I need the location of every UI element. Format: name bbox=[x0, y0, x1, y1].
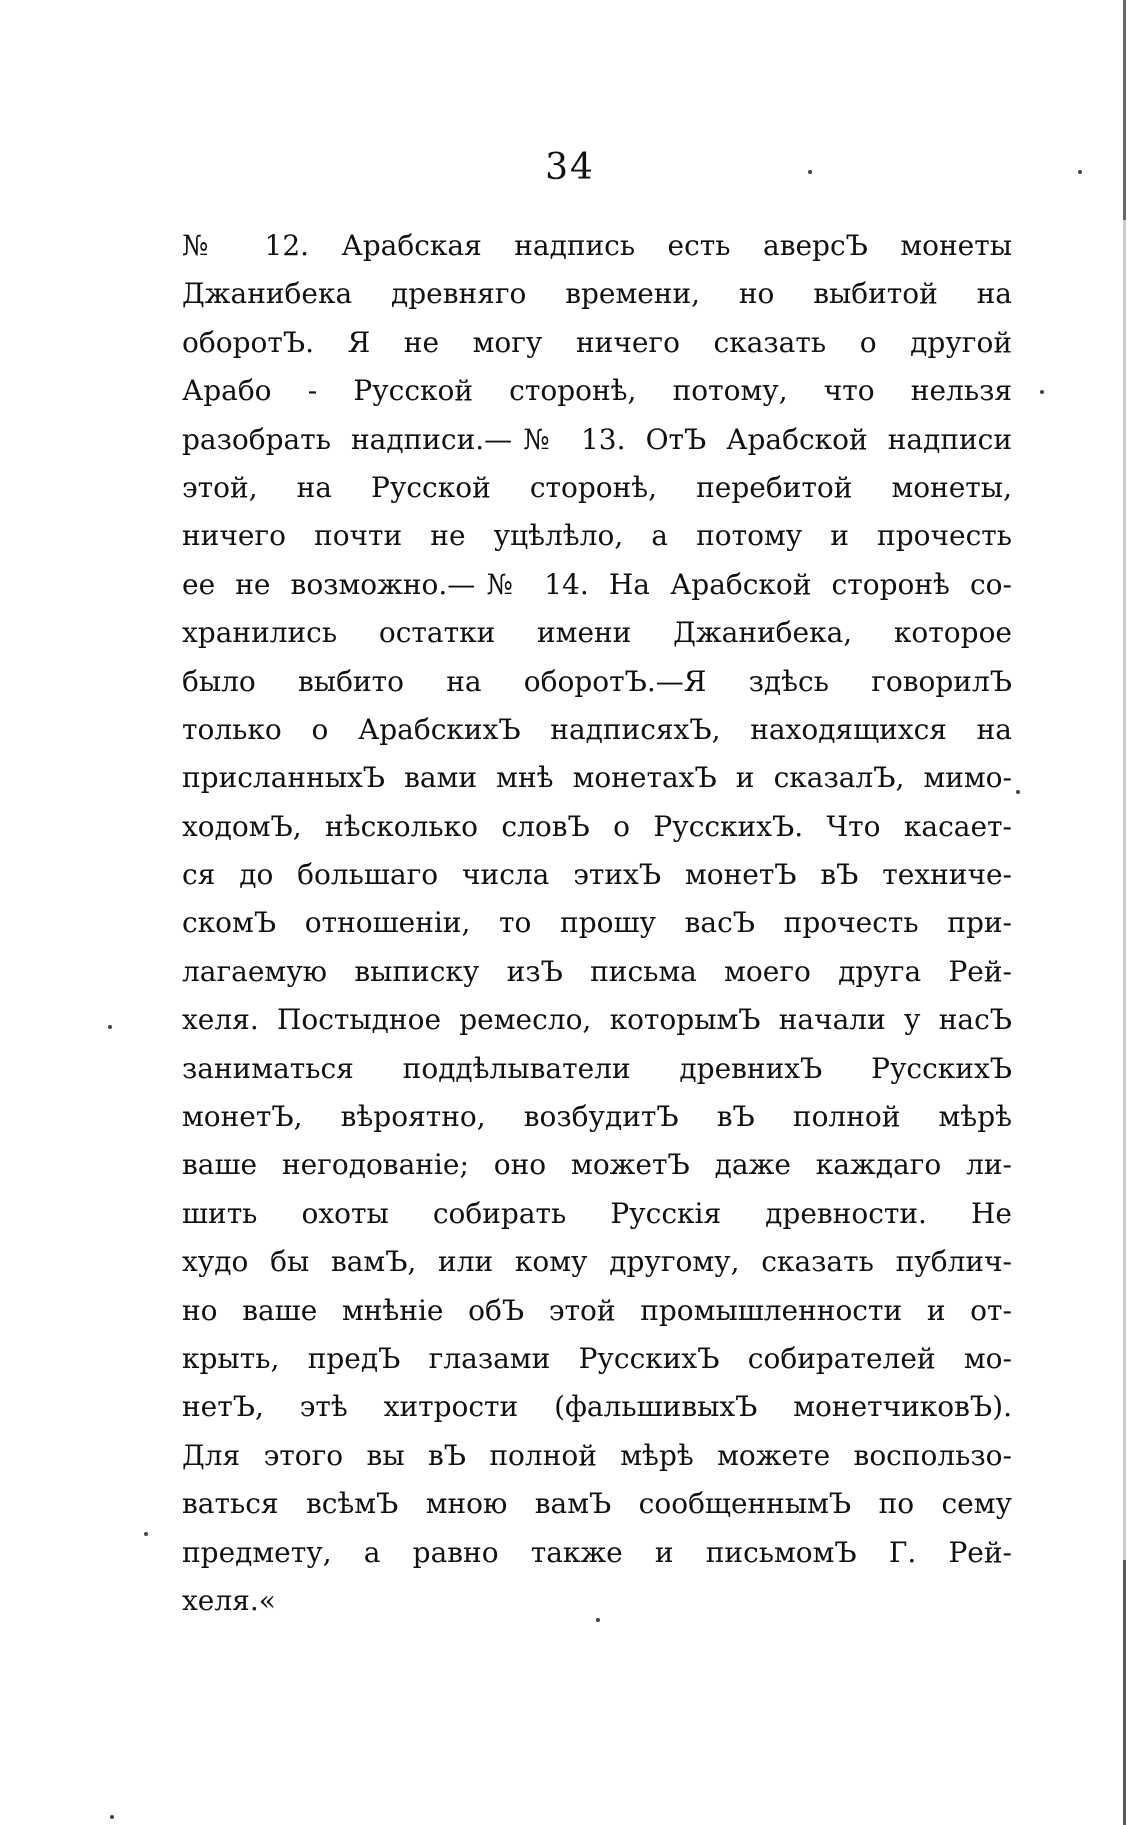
scan-speck bbox=[1016, 790, 1020, 794]
text-line: присланныхЪ вами мнѣ монетахЪ и сказалЪ, мимо- bbox=[182, 761, 1012, 795]
text-line: разобрать надписи.—№ 13. ОтЪ Арабской надписи bbox=[182, 422, 1012, 456]
text-line: только о АрабскихЪ надписяхЪ, находящихся на bbox=[182, 712, 1012, 746]
body-text bbox=[182, 222, 1012, 1625]
text-line: ся до большаго числа этихЪ монетЪ вЪ техниче- bbox=[182, 858, 1012, 892]
scan-speck bbox=[1040, 390, 1044, 394]
text-line: оборотЪ. Я не могу ничего сказать о другой bbox=[182, 325, 1012, 359]
text-line: было выбито на оборотЪ.—Я здѣсь говорилЪ bbox=[182, 664, 1012, 698]
text-line: № 12. Арабская надпись есть аверсЪ монеты bbox=[182, 229, 1012, 262]
text-line: хранились остатки имени Джанибека, которое bbox=[182, 616, 1012, 650]
text-line: скомЪ отношеніи, то прошу васЪ прочесть при- bbox=[182, 906, 1012, 940]
scan-speck bbox=[596, 1618, 600, 1622]
text-line: ее не возможно.—№ 14. На Арабской сторонѣ со- bbox=[182, 567, 1012, 601]
text-line: крыть, предЪ глазами РусскихЪ собирателей мо- bbox=[182, 1341, 1012, 1375]
text-line: ваться всѣмЪ мною вамЪ сообщеннымЪ по сему bbox=[182, 1487, 1012, 1521]
page-edge-shadow bbox=[1123, 0, 1126, 1825]
text-line: хеля. Постыдное ремесло, которымЪ начали у насЪ bbox=[182, 1003, 1012, 1037]
scan-speck bbox=[144, 1532, 148, 1536]
text-line: этой, на Русской сторонѣ, перебитой монеты, bbox=[182, 470, 1012, 504]
text-line: Джанибека древняго времени, но выбитой на bbox=[182, 277, 1012, 311]
text-line: нетЪ, этѣ хитрости (фальшивыхЪ монетчиковЪ). bbox=[182, 1390, 1012, 1424]
scan-speck bbox=[110, 1815, 114, 1819]
text-line: монетЪ, вѣроятно, возбудитЪ вЪ полной мѣрѣ bbox=[182, 1100, 1012, 1134]
text-line: ваше негодованіе; оно можетЪ даже каждаго ли- bbox=[182, 1148, 1012, 1182]
text-line: но ваше мнѣніе обЪ этой промышленности и от- bbox=[182, 1293, 1012, 1327]
text-line: предмету, а равно также и письмомЪ Г. Рей- bbox=[182, 1535, 1012, 1569]
text-line: Арабо - Русской сторонѣ, потому, что нельзя bbox=[182, 374, 1012, 408]
text-line: ничего почти не уцѣлѣло, а потому и прочесть bbox=[182, 519, 1012, 553]
scan-speck bbox=[808, 170, 812, 174]
scan-speck bbox=[108, 1025, 112, 1029]
page-number: 34 bbox=[545, 147, 595, 188]
text-line: шить охоты собирать Русскія древности. Не bbox=[182, 1196, 1012, 1230]
text-line: хеля.« bbox=[182, 1583, 276, 1617]
text-line: лагаемую выписку изЪ письма моего друга Рей- bbox=[182, 954, 1012, 988]
text-line: ходомЪ, нѣсколько словЪ о РусскихЪ. Что касает- bbox=[182, 809, 1012, 843]
text-line: Для этого вы вЪ полной мѣрѣ можете воспользо- bbox=[182, 1438, 1012, 1472]
text-line: худо бы вамЪ, или кому другому, сказать публич- bbox=[182, 1245, 1012, 1279]
scan-speck bbox=[1078, 170, 1082, 174]
text-line: заниматься поддѣлыватели древнихЪ РусскихЪ bbox=[182, 1051, 1012, 1085]
